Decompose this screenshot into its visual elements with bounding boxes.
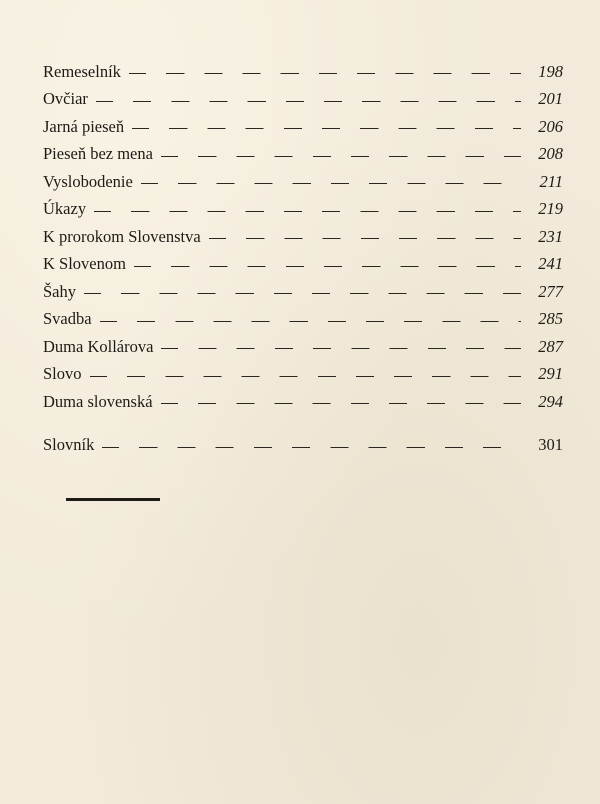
toc-entry-title: Vyslobodenie <box>43 171 133 191</box>
toc-entry <box>43 196 563 224</box>
toc-leader <box>84 293 521 294</box>
toc-entry-title: K prorokom Slovenstva <box>43 226 201 246</box>
toc-leader <box>134 266 521 267</box>
toc-entry-page: 208 <box>538 144 563 163</box>
toc-entry <box>43 251 563 279</box>
table-of-contents <box>43 58 563 459</box>
toc-leader <box>102 447 521 448</box>
toc-entry-title: Jarná pieseň <box>43 116 125 136</box>
toc-entry <box>43 388 563 416</box>
toc-entry <box>43 278 563 306</box>
toc-entry-title: Duma slovenská <box>43 391 153 411</box>
toc-entry <box>43 86 563 114</box>
toc-entry-title: Slovník <box>43 435 95 454</box>
toc-entry-title: Šahy <box>43 281 76 301</box>
toc-leader <box>161 403 521 404</box>
toc-entry-page: 287 <box>538 336 563 356</box>
toc-leader <box>94 211 521 212</box>
toc-entry-page: 301 <box>538 435 563 454</box>
toc-entry-page: 241 <box>538 254 563 273</box>
toc-entry-page: 294 <box>538 391 563 411</box>
toc-entry <box>43 223 563 251</box>
toc-entry <box>43 361 563 389</box>
toc-leader <box>96 101 521 102</box>
toc-entry-page: 201 <box>538 89 563 108</box>
toc-leader <box>100 321 521 322</box>
toc-entry <box>43 58 563 86</box>
toc-entry-page: 219 <box>538 199 563 218</box>
toc-entry-title: Duma Kollárova <box>43 336 154 356</box>
toc-entry-title: Svadba <box>43 309 92 328</box>
toc-entry-page: 285 <box>538 309 563 328</box>
toc-entry <box>43 333 563 361</box>
toc-leader <box>161 156 521 157</box>
toc-entry <box>43 168 563 196</box>
toc-entry-page: 211 <box>539 171 563 191</box>
toc-entry-page: 206 <box>538 116 563 136</box>
toc-entry-page: 198 <box>538 61 563 81</box>
end-rule <box>66 498 160 501</box>
toc-entry <box>43 113 563 141</box>
toc-leader <box>90 376 521 377</box>
toc-entry-title: Úkazy <box>43 199 87 218</box>
toc-entry-title: Pieseň bez mena <box>43 144 153 163</box>
toc-entry-title: Slovo <box>43 364 82 383</box>
toc-entry-glossary <box>43 432 563 460</box>
toc-entry-title: Remeselník <box>43 61 121 81</box>
toc-entry-page: 231 <box>538 226 563 246</box>
toc-entry-title: K Slovenom <box>43 254 126 273</box>
toc-leader <box>161 348 521 349</box>
toc-leader <box>209 238 521 239</box>
toc-leader <box>141 183 521 184</box>
toc-entry <box>43 141 563 169</box>
toc-entry-page: 291 <box>538 364 563 383</box>
toc-leader <box>132 128 521 129</box>
toc-entry-page: 277 <box>538 281 563 301</box>
toc-entry-title: Ovčiar <box>43 89 88 108</box>
toc-leader <box>129 73 521 74</box>
toc-entry <box>43 306 563 334</box>
